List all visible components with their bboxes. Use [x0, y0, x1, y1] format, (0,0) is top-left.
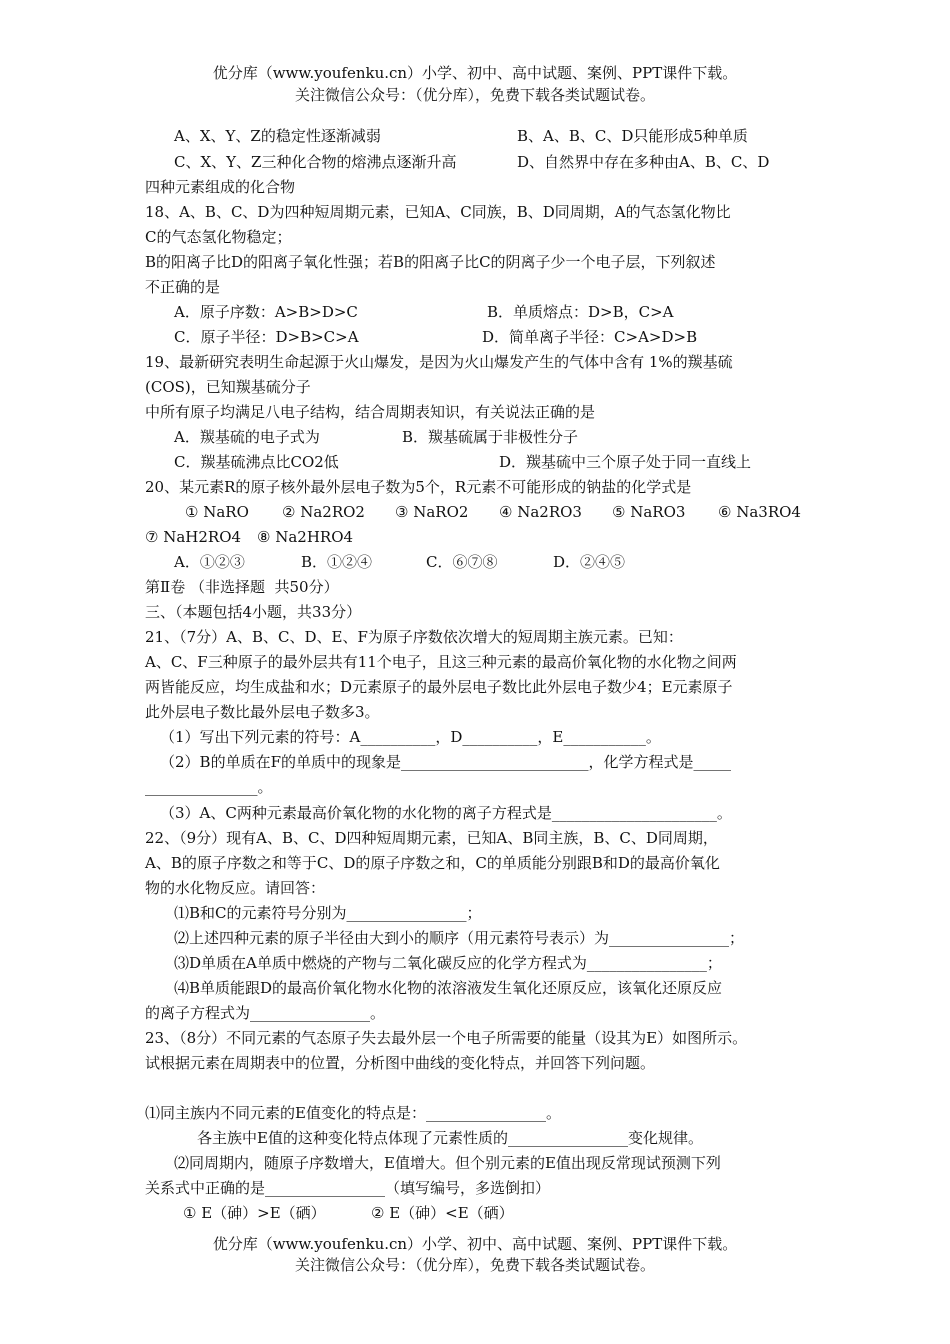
q18-option-d: D．简单离子半径：C>A>D>B: [482, 328, 698, 346]
q20-option-a: A．①②③: [174, 553, 245, 571]
q22-sub-3: ⑶D单质在A单质中燃烧的产物与二氧化碳反应的化学方程式为________________；: [174, 954, 722, 972]
q21-stem-3: 两皆能反应，均生成盐和水；D元素原子的最外层电子数比此外层电子数少4；E元素原子: [145, 678, 733, 696]
q22-stem-1: 22、（9分）现有A、B、C、D四种短周期元素，已知A、B同主族，B、C、D同周期，: [145, 829, 718, 847]
q18-option-c: C．原子半径：D>B>C>A: [174, 328, 359, 346]
header-line-1: 优分库（www.youfenku.cn）小学、初中、高中试题、案例、PPT课件下载。: [212, 64, 738, 82]
q19-option-c: C．羰基硫沸点比CO2低: [174, 453, 339, 471]
q21-sub-3: （3）A、C两种元素最高价氧化物的水化物的离子方程式是______________________。: [160, 804, 732, 822]
q20-item-5: ⑤ NaRO3: [612, 503, 686, 521]
q17-option-a: A、X、Y、Z的稳定性逐渐减弱: [174, 127, 381, 145]
q20-item-3: ③ NaRO2: [395, 503, 469, 521]
q20-option-c: C．⑥⑦⑧: [426, 553, 498, 571]
q18-stem-2: C的气态氢化物稳定；: [145, 228, 292, 246]
q18-stem-4: 不正确的是: [145, 278, 221, 296]
q20-option-b: B．①②④: [301, 553, 373, 571]
q22-stem-3: 物的水化物反应。请回答：: [145, 879, 326, 897]
q20-item-8: ⑧ Na2HRO4: [257, 528, 354, 546]
q23-option-1: ① E（砷）>E（硒）: [183, 1204, 326, 1222]
q21-sub-2: （2）B的单质在F的单质中的现象是_________________________，化学方程式是_____: [160, 753, 731, 771]
q23-sub-2: ⑵同周期内，随原子序数增大，E值增大。但个别元素的E值出现反常现试预测下列: [174, 1154, 721, 1172]
q23-sub-1: ⑴同主族内不同元素的E值变化的特点是：________________。: [145, 1104, 561, 1122]
q21-sub-2-cont: _______________。: [145, 778, 273, 796]
q18-stem-3: B的阳离子比D的阳离子氧化性强；若B的阳离子比C的阴离子少一个电子层，下列叙述: [145, 253, 716, 271]
q23-stem-2: 试根据元素在周期表中的位置，分析图中曲线的变化特点，并回答下列问题。: [145, 1054, 656, 1072]
q22-sub-4: ⑷B单质能跟D的最高价氧化物水化物的浓溶液发生氧化还原反应，该氧化还原反应: [174, 979, 723, 997]
q23-option-2: ② E（砷）<E（硒）: [371, 1204, 514, 1222]
q17-option-b: B、A、B、C、D只能形成5种单质: [517, 127, 748, 145]
q18-option-b: B．单质熔点：D>B，C>A: [487, 303, 674, 321]
q17-option-d-cont: 四种元素组成的化合物: [145, 178, 296, 196]
q20-item-2: ② Na2RO2: [282, 503, 365, 521]
q19-stem-3: 中所有原子均满足八电子结构，结合周期表知识，有关说法正确的是: [145, 403, 596, 421]
q19-stem-1: 19、最新研究表明生命起源于火山爆发，是因为火山爆发产生的气体中含有 1%的羰基硫: [145, 353, 733, 371]
q20-option-d: D．②④⑤: [553, 553, 626, 571]
q23-sub-2-cont: 关系式中正确的是________________（填写编号，多选倒扣）: [145, 1179, 551, 1197]
part2-section: 三、（本题包括4小题，共33分）: [145, 603, 362, 621]
q21-stem-2: A、C、F三种原子的最外层共有11个电子，且这三种元素的最高价氧化物的水化物之间两: [145, 653, 737, 671]
footer-line-1: 优分库（www.youfenku.cn）小学、初中、高中试题、案例、PPT课件下载。: [212, 1235, 738, 1253]
q17-option-c: C、X、Y、Z三种化合物的熔沸点逐渐升高: [174, 153, 457, 171]
q18-option-a: A．原子序数：A>B>D>C: [174, 303, 358, 321]
q21-sub-1: （1）写出下列元素的符号：A__________，D__________，E___________。: [160, 728, 661, 746]
q21-stem-1: 21、（7分）A、B、C、D、E、F为原子序数依次增大的短周期主族元素。已知：: [145, 628, 683, 646]
q20-item-7: ⑦ NaH2RO4: [145, 528, 242, 546]
q22-sub-1: ⑴B和C的元素符号分别为________________；: [174, 904, 482, 922]
q23-sub-1-cont: 各主族中E值的这种变化特点体现了元素性质的________________变化规律。: [197, 1129, 703, 1147]
q20-item-1: ① NaRO: [185, 503, 249, 521]
q20-item-6: ⑥ Na3RO4: [718, 503, 801, 521]
q22-sub-2: ⑵上述四种元素的原子半径由大到小的顺序（用元素符号表示）为________________；: [174, 929, 745, 947]
q23-stem-1: 23、（8分）不同元素的气态原子失去最外层一个电子所需要的能量（设其为E）如图所示。: [145, 1029, 748, 1047]
q19-option-b: B．羰基硫属于非极性分子: [402, 428, 579, 446]
header-line-2: 关注微信公众号：（优分库），免费下载各类试题试卷。: [294, 86, 655, 104]
q18-stem-1: 18、A、B、C、D为四种短周期元素，已知A、C同族，B、D同周期，A的气态氢化物比: [145, 203, 731, 221]
q22-sub-4-cont: 的离子方程式为________________。: [145, 1004, 386, 1022]
q19-option-a: A．羰基硫的电子式为: [174, 428, 320, 446]
q20-item-4: ④ Na2RO3: [499, 503, 582, 521]
q19-option-d: D．羰基硫中三个原子处于同一直线上: [499, 453, 752, 471]
q21-stem-4: 此外层电子数比最外层电子数多3。: [145, 703, 380, 721]
q22-stem-2: A、B的原子序数之和等于C、D的原子序数之和，C的单质能分别跟B和D的最高价氧化: [145, 854, 720, 872]
q20-stem: 20、某元素R的原子核外最外层电子数为5个，R元素不可能形成的钠盐的化学式是: [145, 478, 692, 496]
q17-option-d: D、自然界中存在多种由A、B、C、D: [517, 153, 770, 171]
part2-title: 第Ⅱ卷 （非选择题 共50分）: [145, 578, 339, 596]
footer-line-2: 关注微信公众号：（优分库），免费下载各类试题试卷。: [294, 1256, 655, 1274]
q19-stem-2: (COS)，已知羰基硫分子: [145, 378, 311, 396]
